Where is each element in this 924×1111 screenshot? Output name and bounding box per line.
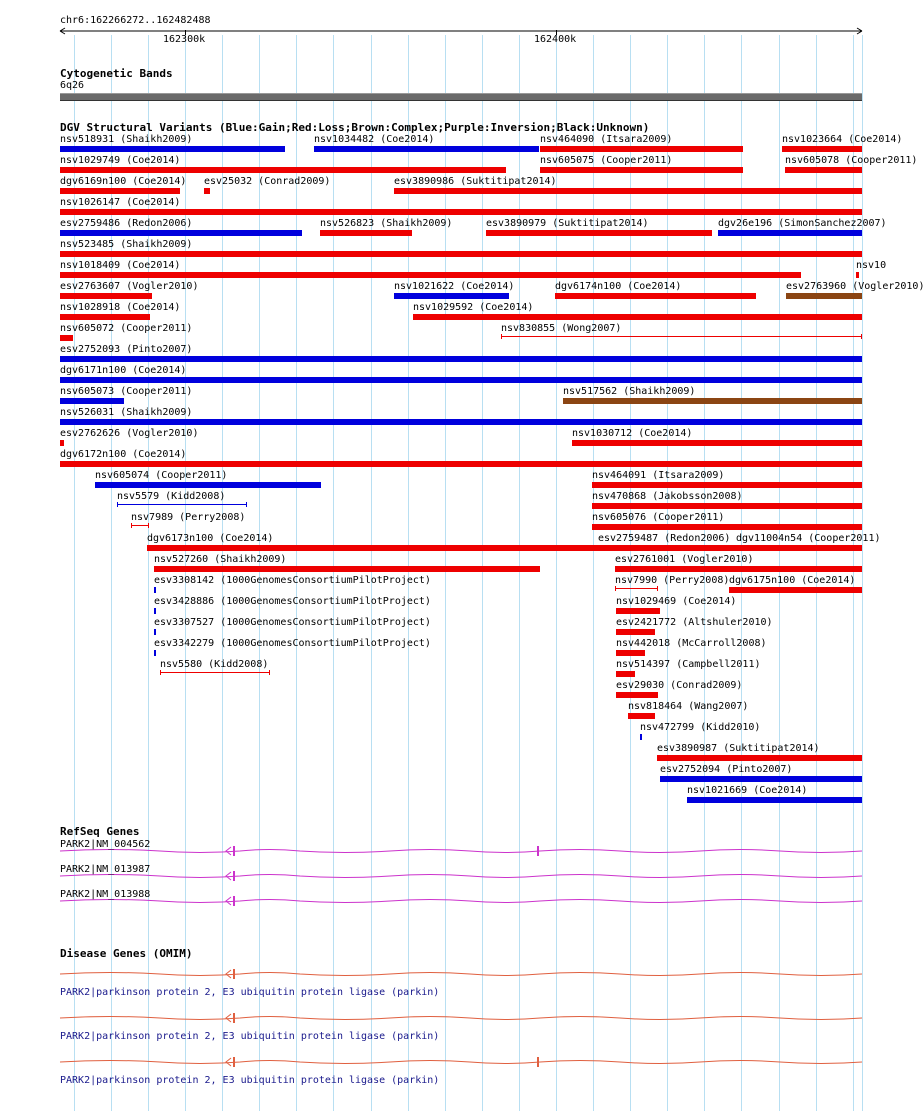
dgv-feature-bar[interactable] [592,524,862,530]
gene-intron-line [60,973,862,976]
dgv-feature-label[interactable]: esv2759487 (Redon2006) [598,533,731,544]
dgv-feature-span[interactable] [615,586,658,591]
dgv-feature-bar[interactable] [616,671,635,677]
dgv-feature-label[interactable]: dgv6172n100 (Coe2014) [60,449,187,460]
dgv-feature-bar[interactable] [592,482,862,488]
dgv-feature-bar[interactable] [486,230,712,236]
dgv-feature-bar[interactable] [729,587,862,593]
gene-intron-line [60,900,862,903]
gene-intron-line [60,850,862,853]
dgv-feature-bar[interactable] [60,230,302,236]
dgv-feature-label[interactable]: esv2762626 (Vogler2010) [60,428,199,439]
dgv-feature-label[interactable]: nsv1029749 (Coe2014) [60,155,181,166]
dgv-feature-label[interactable]: esv2752094 (Pinto2007) [660,764,793,775]
gene-intron-line [60,1017,862,1020]
gene-label[interactable]: PARK2|parkinson protein 2, E3 ubiquitin protein ligase (parkin) [60,1031,440,1042]
dgv-feature-label[interactable]: nsv442018 (McCarroll2008) [616,638,767,649]
dgv-feature-label[interactable]: nsv1030712 (Coe2014) [572,428,693,439]
grid-line [704,35,705,1111]
dgv-feature-label[interactable]: nsv1026147 (Coe2014) [60,197,181,208]
dgv-feature-bar[interactable] [572,440,862,446]
dgv-feature-bar[interactable] [592,503,862,509]
dgv-feature-label[interactable]: nsv526823 (Shaikh2009) [320,218,453,229]
dgv-feature-bar[interactable] [60,440,64,446]
dgv-feature-bar[interactable] [60,167,506,173]
gene-exon[interactable] [233,1013,235,1023]
dgv-feature-label[interactable]: nsv1028918 (Coe2014) [60,302,181,313]
dgv-feature-label[interactable]: dgv6175n100 (Coe2014) [729,575,856,586]
dgv-feature-bar[interactable] [736,545,862,551]
dgv-feature-bar[interactable] [60,209,862,215]
dgv-feature-label[interactable]: esv3308142 (1000GenomesConsortiumPilotProject) [154,575,431,586]
dgv-feature-span[interactable] [117,502,247,507]
dgv-feature-span[interactable] [160,670,270,675]
dgv-feature-label[interactable]: dgv6174n100 (Coe2014) [555,281,682,292]
grid-line [408,35,409,1111]
gene-label[interactable]: PARK2|NM_013987 [60,864,151,875]
dgv-feature-label[interactable]: esv2752093 (Pinto2007) [60,344,193,355]
gene-exon[interactable] [537,1057,539,1067]
dgv-feature-bar[interactable] [154,566,540,572]
dgv-feature-label[interactable]: nsv5579 (Kidd2008) [117,491,226,502]
dgv-feature-bar[interactable] [616,650,645,656]
dgv-feature-bar[interactable] [95,482,321,488]
dgv-feature-bar[interactable] [718,230,862,236]
refseq-track-title[interactable]: RefSeq Genes [60,825,140,838]
grid-line [862,35,863,1111]
dgv-feature-label[interactable]: esv3890979 (Suktitipat2014) [486,218,649,229]
grid-line [593,35,594,1111]
dgv-feature-label[interactable]: esv2763607 (Vogler2010) [60,281,199,292]
strand-arrow-icon [226,847,231,855]
dgv-feature-label[interactable]: nsv605074 (Cooper2011) [95,470,228,481]
dgv-feature-bar[interactable] [154,587,156,593]
grid-line [222,35,223,1111]
dgv-feature-label[interactable]: nsv10 [856,260,887,271]
dgv-feature-bar[interactable] [657,755,862,761]
dgv-feature-bar[interactable] [413,314,862,320]
dgv-feature-bar[interactable] [687,797,862,803]
grid-line [519,35,520,1111]
dgv-feature-label[interactable]: nsv605078 (Cooper2011) [785,155,918,166]
gene-exon[interactable] [233,871,235,881]
dgv-feature-span-line [118,504,246,505]
strand-arrow-icon [226,970,231,978]
dgv-feature-bar[interactable] [60,377,862,383]
dgv-track-title[interactable]: DGV Structural Variants (Blue:Gain;Red:Loss;Brown:Complex;Purple:Inversion;Black:Unknown) [60,121,650,134]
gene-exon[interactable] [537,846,539,856]
dgv-feature-label[interactable]: dgv6173n100 (Coe2014) [147,533,274,544]
gene-label[interactable]: PARK2|NM_013988 [60,889,151,900]
grid-line [333,35,334,1111]
dgv-feature-bar[interactable] [60,146,285,152]
dgv-feature-label[interactable]: nsv7990 (Perry2008) [615,575,730,586]
gene-exon[interactable] [233,969,235,979]
dgv-feature-label[interactable]: nsv518931 (Shaikh2009) [60,134,193,145]
dgv-feature-bar[interactable] [60,419,862,425]
dgv-feature-bar[interactable] [394,293,509,299]
gene-exon[interactable] [233,846,235,856]
dgv-feature-bar[interactable] [782,146,862,152]
dgv-feature-bar[interactable] [563,398,862,404]
dgv-feature-label[interactable]: nsv5580 (Kidd2008) [160,659,269,670]
dgv-feature-bar[interactable] [60,188,180,194]
strand-arrow-icon [226,1058,231,1066]
dgv-feature-span-line [161,672,269,673]
dgv-feature-label[interactable]: nsv605075 (Cooper2011) [540,155,673,166]
dgv-feature-bar[interactable] [616,629,655,635]
dgv-feature-bar[interactable] [60,293,152,299]
dgv-feature-label[interactable]: nsv1034482 (Coe2014) [314,134,435,145]
dgv-feature-bar[interactable] [60,356,862,362]
dgv-feature-label[interactable]: esv3428886 (1000GenomesConsortiumPilotProject) [154,596,431,607]
dgv-feature-label[interactable]: nsv472799 (Kidd2010) [640,722,761,733]
grid-line [371,35,372,1111]
dgv-feature-label[interactable]: nsv514397 (Campbell2011) [616,659,761,670]
dgv-feature-span-line [132,525,148,526]
dgv-feature-label[interactable]: nsv1029592 (Coe2014) [413,302,534,313]
gene-model[interactable] [0,1052,890,1072]
grid-line [630,35,631,1111]
dgv-feature-bar[interactable] [314,146,539,152]
dgv-feature-span[interactable] [131,523,149,528]
dgv-feature-label[interactable]: nsv527260 (Shaikh2009) [154,554,287,565]
cytoband-bar[interactable] [60,93,862,101]
omim-track-title[interactable]: Disease Genes (OMIM) [60,947,193,960]
gene-intron-line [60,1061,862,1064]
dgv-feature-label[interactable]: nsv526031 (Shaikh2009) [60,407,193,418]
dgv-feature-span-line [616,588,657,589]
dgv-feature-bar[interactable] [616,692,658,698]
dgv-feature-bar[interactable] [147,545,629,551]
dgv-feature-bar[interactable] [786,293,862,299]
dgv-feature-label[interactable]: nsv517562 (Shaikh2009) [563,386,696,397]
ruler-location: chr6:162266272..162482488 [60,15,211,26]
grid-line [445,35,446,1111]
dgv-feature-bar[interactable] [60,398,124,404]
dgv-feature-bar[interactable] [204,188,210,194]
dgv-feature-label[interactable]: esv2763960 (Vogler2010) [786,281,924,292]
dgv-feature-label[interactable]: nsv464091 (Itsara2009) [592,470,725,481]
grid-line [816,35,817,1111]
dgv-feature-bar[interactable] [154,629,156,635]
dgv-feature-label[interactable]: dgv6171n100 (Coe2014) [60,365,187,376]
grid-line [259,35,260,1111]
dgv-feature-label[interactable]: nsv470868 (Jakobsson2008) [592,491,743,502]
dgv-feature-bar[interactable] [320,230,412,236]
dgv-feature-span[interactable] [501,334,862,339]
dgv-feature-label[interactable]: dgv6169n100 (Coe2014) [60,176,187,187]
dgv-feature-label[interactable]: esv3342279 (1000GenomesConsortiumPilotProject) [154,638,431,649]
dgv-feature-bar[interactable] [660,776,862,782]
ruler-tick-label: 162300k [163,34,206,45]
dgv-feature-bar[interactable] [60,251,862,257]
dgv-feature-label[interactable]: esv2759486 (Redon2006) [60,218,193,229]
dgv-feature-label[interactable]: nsv1021669 (Coe2014) [687,785,808,796]
grid-line [779,35,780,1111]
gene-label[interactable]: PARK2|parkinson protein 2, E3 ubiquitin protein ligase (parkin) [60,987,440,998]
dgv-feature-label[interactable]: nsv605076 (Cooper2011) [592,512,725,523]
grid-line [296,35,297,1111]
grid-line [853,35,854,1111]
strand-arrow-icon [226,897,231,905]
dgv-feature-label[interactable]: esv2761001 (Vogler2010) [615,554,754,565]
dgv-feature-bar[interactable] [60,335,73,341]
dgv-feature-label[interactable]: esv3890987 (Suktitipat2014) [657,743,820,754]
dgv-feature-bar[interactable] [540,167,743,173]
dgv-feature-label[interactable]: esv25032 (Conrad2009) [204,176,331,187]
dgv-feature-span-line [502,336,861,337]
gene-model[interactable] [0,964,890,984]
gene-label[interactable]: PARK2|NM_004562 [60,839,151,850]
dgv-feature-bar[interactable] [540,146,743,152]
dgv-feature-label[interactable]: nsv605073 (Cooper2011) [60,386,193,397]
dgv-feature-bar[interactable] [154,650,156,656]
dgv-feature-bar[interactable] [628,713,655,719]
gene-model[interactable] [0,1008,890,1028]
dgv-feature-bar[interactable] [60,272,801,278]
dgv-feature-label[interactable]: nsv464090 (Itsara2009) [540,134,673,145]
gene-exon[interactable] [233,896,235,906]
dgv-feature-bar[interactable] [785,167,862,173]
grid-line [741,35,742,1111]
dgv-feature-bar[interactable] [616,608,660,614]
grid-line [556,35,557,1111]
grid-line [482,35,483,1111]
gene-intron-line [60,875,862,878]
dgv-feature-bar[interactable] [394,188,862,194]
dgv-feature-label[interactable]: nsv1029469 (Coe2014) [616,596,737,607]
dgv-feature-label[interactable]: nsv830855 (Wong2007) [501,323,622,334]
dgv-feature-label[interactable]: nsv605072 (Cooper2011) [60,323,193,334]
cytoband-label: 6q26 [60,80,85,91]
dgv-feature-bar[interactable] [60,314,150,320]
dgv-feature-bar[interactable] [615,566,862,572]
dgv-feature-bar[interactable] [640,734,642,740]
dgv-feature-label[interactable]: nsv1021622 (Coe2014) [394,281,515,292]
ruler-tick-label: 162400k [534,34,577,45]
gene-exon[interactable] [233,1057,235,1067]
dgv-feature-label[interactable]: nsv1023664 (Coe2014) [782,134,903,145]
dgv-feature-bar[interactable] [555,293,756,299]
dgv-feature-bar[interactable] [856,272,859,278]
strand-arrow-icon [226,872,231,880]
dgv-feature-label[interactable]: esv2421772 (Altshuler2010) [616,617,773,628]
cytoband-track-title[interactable]: Cytogenetic Bands [60,67,173,80]
dgv-feature-label[interactable]: esv3890986 (Suktitipat2014) [394,176,557,187]
dgv-feature-label[interactable]: nsv818464 (Wang2007) [628,701,749,712]
dgv-feature-label[interactable]: dgv26e196 (SimonSanchez2007) [718,218,887,229]
dgv-feature-label[interactable]: nsv7989 (Perry2008) [131,512,246,523]
gene-label[interactable]: PARK2|parkinson protein 2, E3 ubiquitin protein ligase (parkin) [60,1075,440,1086]
dgv-feature-label[interactable]: esv29030 (Conrad2009) [616,680,743,691]
dgv-feature-label[interactable]: nsv523485 (Shaikh2009) [60,239,193,250]
dgv-feature-label[interactable]: nsv1018409 (Coe2014) [60,260,181,271]
dgv-feature-label[interactable]: esv3307527 (1000GenomesConsortiumPilotProject) [154,617,431,628]
dgv-feature-bar[interactable] [154,608,156,614]
dgv-feature-bar[interactable] [60,461,862,467]
dgv-feature-label[interactable]: dgv11004n54 (Cooper2011) [736,533,881,544]
grid-line [667,35,668,1111]
strand-arrow-icon [226,1014,231,1022]
